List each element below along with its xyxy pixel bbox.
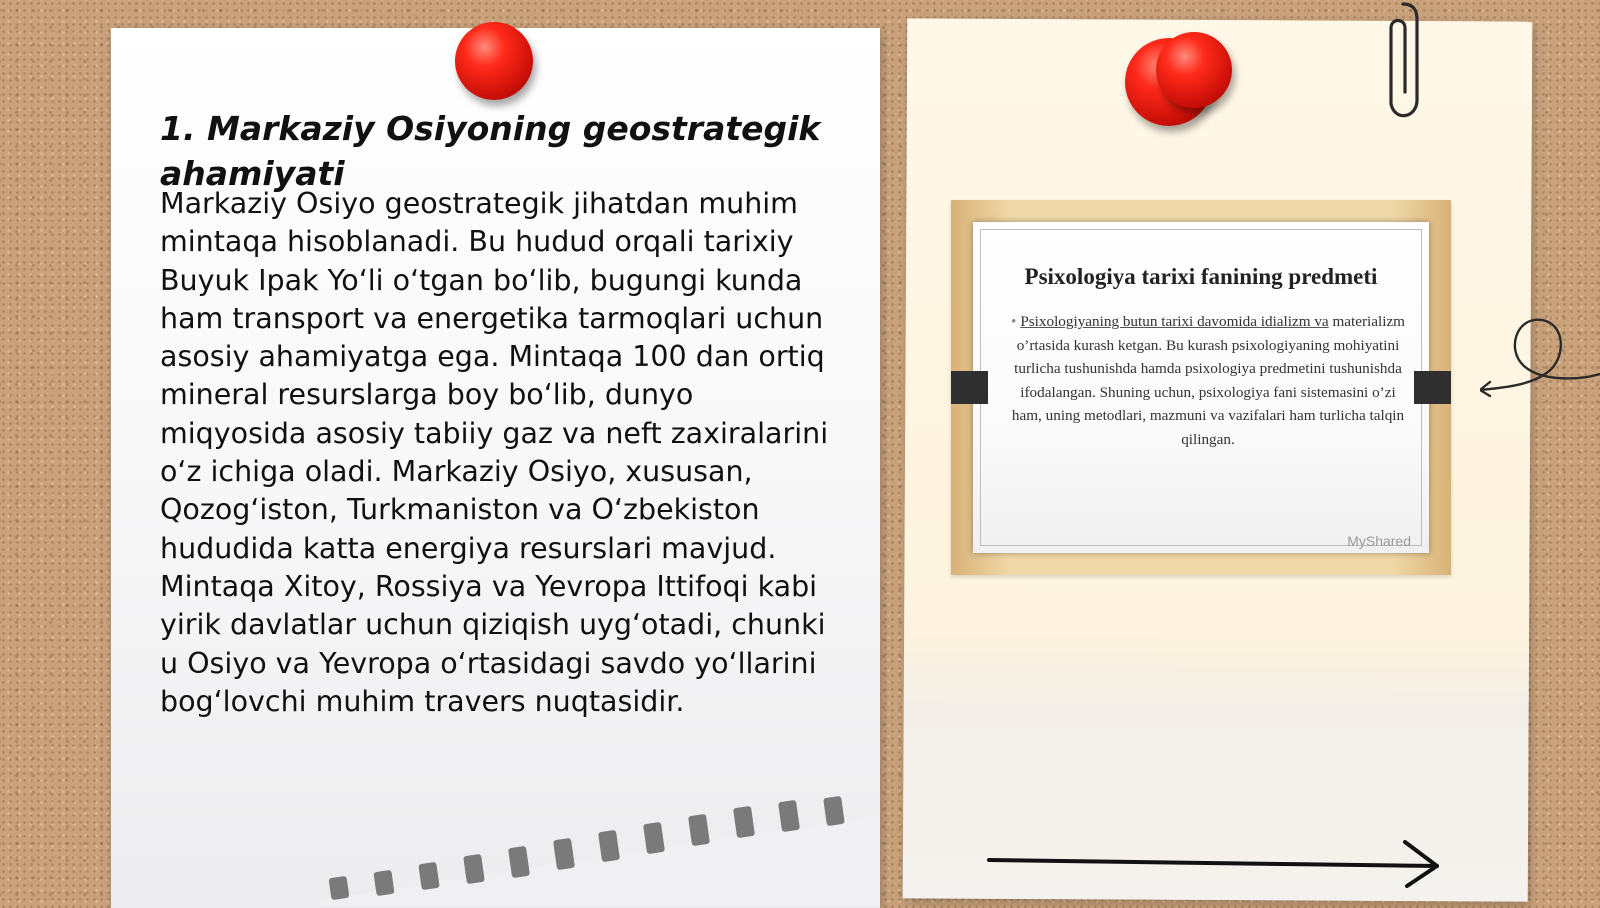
spiral-binding xyxy=(320,795,880,905)
note-title: 1. Markaziy Osiyoning geostrategik ahamiyati xyxy=(160,109,821,193)
bullet-icon: • xyxy=(1010,313,1017,330)
watermark: MyShared xyxy=(1347,533,1411,549)
push-pin-icon xyxy=(455,22,533,100)
frame-clip-left xyxy=(951,371,988,404)
slide-body-first-line: Psixologiyaning butun tarixi davomida idializm va xyxy=(1020,313,1329,330)
slide-body xyxy=(1009,310,1407,451)
slide-title: Psixologiya tarixi fanining predmeti xyxy=(1024,264,1378,289)
push-pin-icon xyxy=(1156,32,1232,108)
slide-panel xyxy=(973,222,1429,553)
paperclip-icon xyxy=(1373,0,1423,130)
arrow-right-icon xyxy=(985,838,1445,888)
slide-body-rest: materializm o’rtasida kurash ketgan. Bu kurash psixologiyaning mohiyatini turlicha tushunishda hamda psixologiya predmetini tushunishda ifodalangan. Shuning uchun, psixologiya fani sistemasini o’zi ham, uning metodlari, mazmuni va vazifalari ham turlicha talqin qilingan. xyxy=(1011,313,1405,448)
doodle-loop xyxy=(1480,310,1600,410)
note-body-text: Markaziy Osiyo geostrategik jihatdan muhim mintaqa hisoblanadi. Bu hudud orqali tarixiy Buyuk Ipak Yo‘li o‘tgan bo‘lib, bugungi kunda ham transport va energetika tarmoqlari uchun asosiy ahamiyatga ega. Mintaqa 100 dan ortiq mineral resurslarga boy bo‘lib, dunyo miqyosida asosiy tabiiy gaz va neft zaxiralarini o‘z ichiga oladi. Markaziy Osiyo, xususan, Qozog‘iston, Turkmaniston va O‘zbekiston hududida katta energiya resurslari mavjud. Mintaqa Xitoy, Rossiya va Yevropa Ittifoqi kabi yirik davlatlar uchun qiziqish uyg‘otadi, chunki u Osiyo va Yevropa o‘rtasidagi savdo yo‘llarini bog‘lovchi muhim travers nuqtasidir. xyxy=(160,187,829,718)
frame-clip-right xyxy=(1414,371,1451,404)
slide-image xyxy=(951,200,1451,575)
